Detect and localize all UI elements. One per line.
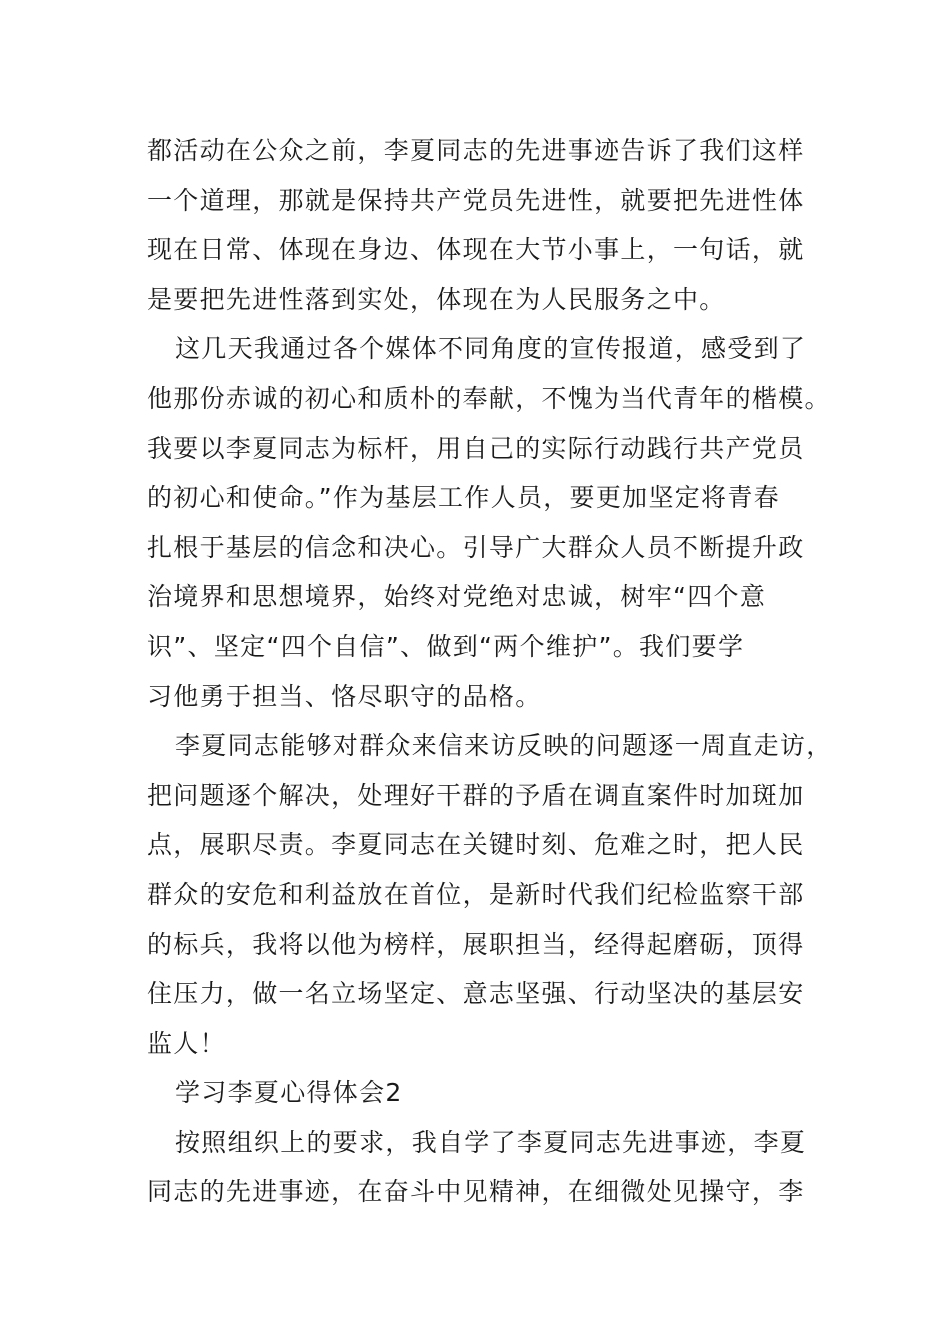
- text-line: 同志的先进事迹，在奋斗中见精神，在细微处见操守，李: [147, 1177, 805, 1207]
- text-line: 习他勇于担当、恪尽职守的品格。: [147, 681, 542, 711]
- text-line: 群众的安危和利益放在首位，是新时代我们纪检监察干部: [147, 879, 805, 909]
- paragraph-start-line: 这几天我通过各个媒体不同角度的宣传报道，感受到了: [175, 334, 807, 364]
- text-line: 点，展职尽责。李夏同志在关键时刻、危难之时，把人民: [147, 830, 805, 860]
- text-line: 是要把先进性落到实处，体现在为人民服务之中。: [147, 284, 726, 314]
- text-line: 现在日常、体现在身边、体现在大节小事上，一句话，就: [147, 235, 805, 265]
- text-line: 他那份赤诚的初心和质朴的奉献，不愧为当代青年的楷模。: [147, 383, 831, 413]
- text-line: 一个道理，那就是保持共产党员先进性，就要把先进性体: [147, 185, 805, 215]
- section-heading: 学习李夏心得体会2: [175, 1078, 403, 1108]
- paragraph-start-line: 李夏同志能够对群众来信来访反映的问题逐一周直走访，: [175, 731, 833, 761]
- text-line: 把问题逐个解决，处理好干群的予盾在调直案件时加斑加: [147, 780, 805, 810]
- paragraph-start-line: 按照组织上的要求，我自学了李夏同志先进事迹，李夏: [175, 1127, 807, 1157]
- text-line: 住压力，做一名立场坚定、意志坚强、行动坚决的基层安: [147, 979, 805, 1009]
- text-line: 识”、坚定“四个自信”、做到“两个维护”。我们要学: [147, 631, 745, 661]
- text-line: 扎根于基层的信念和决心。引导广大群众人员不断提升政: [147, 532, 805, 562]
- text-line: 治境界和思想境界，始终对党绝对忠诚，树牢“四个意: [147, 582, 767, 612]
- text-line: 的初心和使命。”作为基层工作人员，要更加坚定将青春: [147, 483, 780, 513]
- text-line: 都活动在公众之前，李夏同志的先进事迹告诉了我们这样: [147, 136, 805, 165]
- document-body: [147, 126, 833, 1217]
- text-line: 我要以李夏同志为标杆，用自己的实际行动践行共产党员: [147, 433, 805, 463]
- text-line: 的标兵，我将以他为榜样，展职担当，经得起磨砺，顶得: [147, 929, 805, 959]
- text-line: 监人！: [147, 1028, 226, 1058]
